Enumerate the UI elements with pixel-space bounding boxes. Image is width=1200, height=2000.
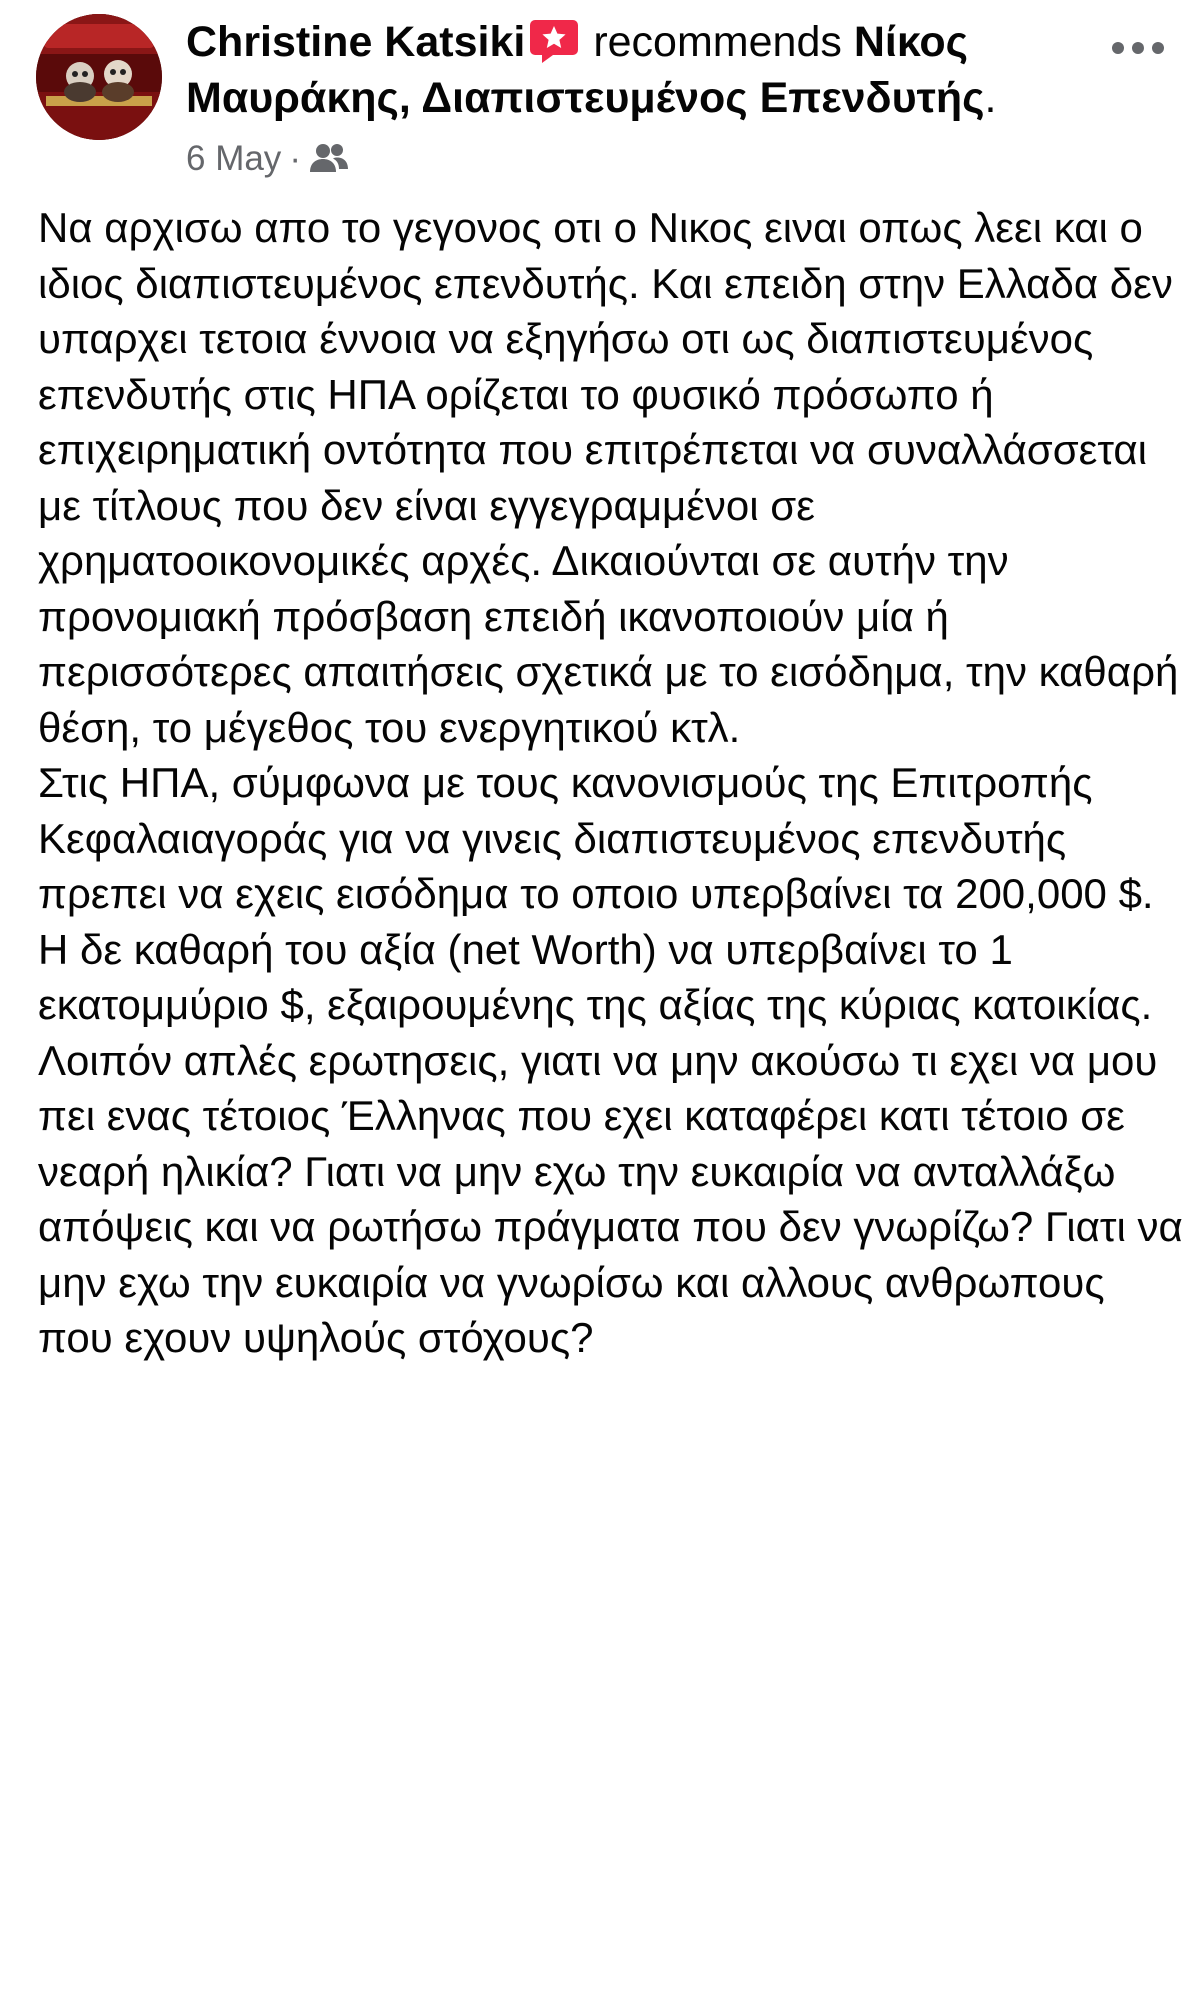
ellipsis-icon (1110, 38, 1166, 58)
post-paragraph: Στις ΗΠΑ, σύμφωνα με τους κανονισμούς της Επιτροπής Κεφαλαιαγοράς για να γινεις διαπιστευμένος επενδυτής πρεπει να εχεις εισόδημα το οποιο υπερβαίνει τα 200,000 $. Η δε καθαρή του αξία (net Worth) να υπερβαίνει το 1 εκατομμύριο $, εξαιρουμένης της αξίας της κύριας κατοικίας. (38, 759, 1154, 1028)
recommendation-star-icon (529, 18, 579, 64)
meta-separator: · (289, 139, 301, 178)
post-header (36, 14, 1166, 184)
recommended-page-link[interactable]: Νίκος Μαυράκης, Διαπιστευμένος Επενδυτής (186, 18, 985, 122)
friends-icon[interactable] (309, 138, 349, 170)
post-headline (186, 14, 1076, 126)
post-text (38, 200, 1188, 1366)
avatar-image (36, 14, 162, 140)
more-options-button[interactable] (1110, 38, 1166, 58)
post-meta (186, 134, 349, 184)
post-date[interactable]: 6 May (186, 139, 282, 178)
avatar[interactable] (36, 14, 162, 140)
post-paragraph: Να αρχισω απο το γεγονος οτι ο Νικος ειναι οπως λεει και ο ιδιος διαπιστευμένος επενδυτής. Και επειδη στην Ελλαδα δεν υπαρχει τετοια έννοια να εξηγήσω οτι ως διαπιστευμένος επενδυτής στις ΗΠΑ ορίζεται το φυσικό πρόσωπο ή επιχειρηματική οντότητα που επιτρέπεται να συναλλάσσεται με τίτλους που δεν είναι εγγεγραμμένοι σε χρηματοοικονομικές αρχές. Δικαιούνται σε αυτήν την προνομιακή πρόσβαση επειδή ικανοποιούν μία ή περισσότερες απαιτήσεις σχετικά με το εισόδημα, την καθαρή θέση, το μέγεθος του ενεργητικού κτλ. (38, 204, 1179, 751)
author-name[interactable]: Christine Katsiki (186, 18, 526, 66)
post-paragraph: Λοιπόν απλές ερωτησεις, γιατι να μην ακούσω τι εχει να μου πει ενας τέτοιος Έλληνας που εχει καταφέρει κατι τέτοιο σε νεαρή ηλικία? Γιατι να μην εχω την ευκαιρία να ανταλλάξω απόψεις και να ρωτήσω πράγματα που δεν γνωρίζω? Γιατι να μην εχω την ευκαιρία να γνωρίσω και αλλους ανθρωπους που εχουν υψηλούς στόχους? (38, 1036, 1183, 1361)
action-text: recommends (593, 18, 842, 66)
headline-period: . (984, 74, 997, 122)
